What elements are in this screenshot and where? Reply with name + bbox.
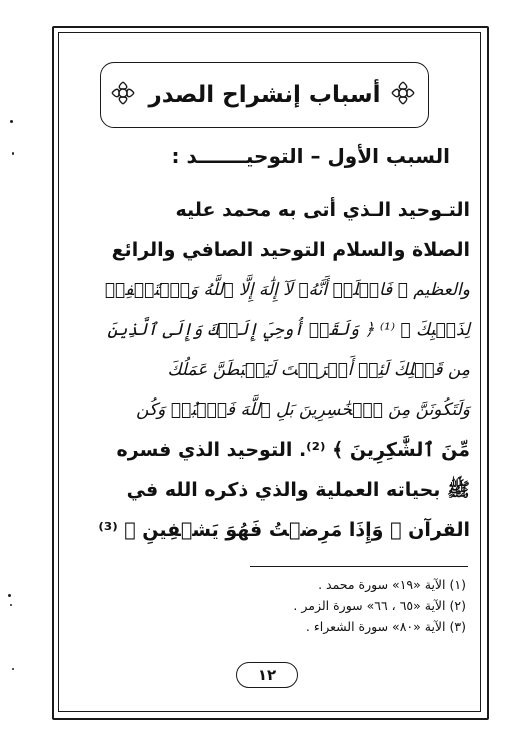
footnote: (١) الآية «١٩» سورة محمد .	[318, 577, 466, 592]
footnotes	[230, 574, 466, 637]
footnote: (٢) الآية «٦٥ ، ٦٦» سورة الزمر .	[293, 598, 466, 613]
body-line: التـوحيد الـذي أتى به محمد عليه	[175, 199, 470, 221]
ornament-right-icon	[388, 78, 418, 108]
scan-speck	[8, 594, 11, 597]
chapter-title: أسباب إنشراح الصدر	[148, 82, 381, 108]
body-line: وَلَتَكُونَنَّ مِنَ ٱلۡخَٰسِرِينَ بَلِ ٱللَّهَ فَٱعۡبُدۡ وَكُن	[136, 400, 470, 420]
ornament-left-icon	[108, 78, 138, 108]
section-heading: السبب الأول – التوحيـــــــد :	[171, 144, 450, 168]
body-line: لِذَنۢبِكَ ﴾ ⁽¹⁾ ﴿ وَلَقَدۡ أُوحِيَ إِلَيۡكَ وَإِلَى ٱلَّذِينَ	[107, 320, 470, 340]
body-line: الصلاة والسلام التوحيد الصافي والرائع	[111, 239, 470, 261]
body-line: مِّنَ ٱلشَّٰكِرِينَ ﴾ ⁽²⁾. التوحيد الذي فسره	[116, 439, 470, 461]
scan-speck	[12, 668, 14, 670]
chapter-title-box	[100, 62, 429, 128]
body-line: والعظيم ﴿ فَاعۡلَمۡ أَنَّهُۥ لَآ إِلَٰهَ إِلَّا ٱللَّهُ وَٱسۡتَغۡفِرۡ	[104, 280, 470, 300]
footnote-divider	[250, 566, 468, 567]
footnote: (٣) الآية «٨٠» سورة الشعراء .	[305, 619, 466, 634]
scan-speck	[10, 604, 12, 606]
scan-speck	[10, 120, 13, 123]
body-line: مِن قَبۡلِكَ لَئِنۡ أَشۡرَكۡتَ لَيَحۡبَطَنَّ عَمَلُكَ	[167, 360, 470, 380]
body-line: ﷺ بحياته العملية والذي ذكره الله في	[126, 479, 470, 501]
scan-speck	[12, 152, 14, 155]
page-number	[236, 662, 298, 688]
page-number-text: ١٢	[257, 666, 277, 684]
body-line: القرآن ﴿ وَإِذَا مَرِضۡتُ فَهُوَ يَشۡفِينِ ﴾ ⁽³⁾	[98, 519, 470, 541]
